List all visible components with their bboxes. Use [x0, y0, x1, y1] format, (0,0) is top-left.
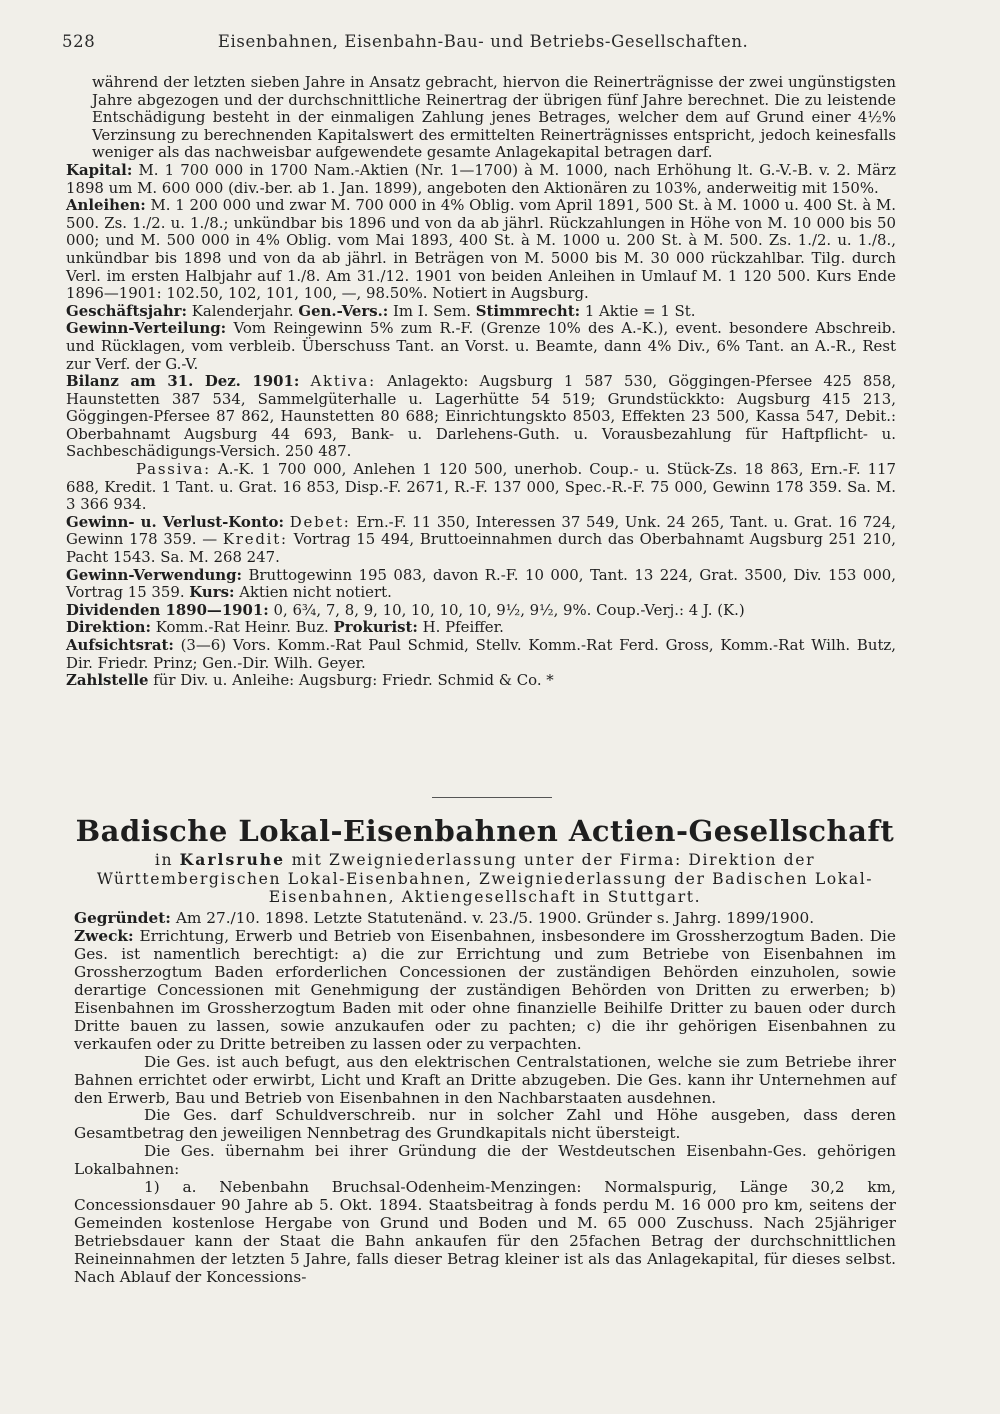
paragraph-schuldverschreib: Die Ges. darf Schuldverschreib. nur in solcher Zahl und Höhe ausgeben, dass deren Gesamtbetrag den jeweiligen Nennbetrag des Grundkapitals nicht übersteigt. — [74, 1106, 896, 1143]
direktion-text: Komm.-Rat Heinr. Buz. — [155, 618, 329, 637]
kapital-label: Kapital: — [66, 160, 133, 179]
gewinnverwendung-text: Bruttogewinn 195 083, davon R.-F. 10 000, Tant. 13 224, Grat. 3500, Div. 153 000, Vortrag 15 359. — [66, 565, 897, 602]
company-subtitle — [70, 851, 900, 907]
entry-zweck — [74, 928, 896, 1054]
genvers-label: Gen.-Vers.: — [298, 301, 389, 320]
geschaeftsjahr-label: Geschäftsjahr: — [66, 301, 187, 320]
bilanz-passiva-text: A.-K. 1 700 000, Anlehen 1 120 500, unerhob. Coup.- u. Stück-Zs. 18 863, Ern.-F. 117 688, Kredit. 1 Tant. u. Grat. 16 853, Disp.-F. 2671, R.-F. 137 000, Spec.-R.-F. 75 000, Gewinn 178 359. Sa. M. 3 366 934. — [66, 460, 896, 514]
subtitle-text: mit Zweigniederlassung unter der Firma: Direktion der Württembergischen Lokal-Eisenbahnen, Zweigniederlassung der Badischen Lokal-Eisenbahnen, Aktiengesellschaft in Stuttgart. — [96, 851, 874, 906]
gewinnverwendung-label: Gewinn-Verwendung: — [66, 565, 243, 584]
aufsichtsrat-label: Aufsichtsrat: — [66, 636, 174, 654]
guv-label: Gewinn- u. Verlust-Konto: — [66, 512, 284, 531]
guv-kredit-label: Kredit: — [222, 530, 288, 549]
guv-debet-label: Debet: — [289, 512, 351, 531]
running-title: Eisenbahnen, Eisenbahn-Bau- und Betriebs-Gesellschaften. — [217, 32, 749, 51]
bilanz-aktiva-label: Aktiva: — [310, 372, 376, 391]
entry-gegruendet — [74, 910, 896, 928]
gewinnverteilung-label: Gewinn-Verteilung: — [66, 319, 227, 338]
bilanz-aktiva-text: Anlagekto: Augsburg 1 587 530, Göggingen-Pfersee 425 858, Haunstetten 387 534, Sammelgüterhalle u. Lagerhütte 54 519; Grundstückkto: Augsburg 415 213, Göggingen-Pfersee 87 862, Haunstetten 80 688; Einrichtungskto 8503, Effekten 23 500, Kassa 547, Debit.: Oberbahnamt Augsburg 44 693, Bank- u. Darlehens-Guth. u. Vorausbezahlung für Haftpflicht- u. Sachbeschädigungs-Versich. 250 487. — [66, 372, 897, 461]
dividenden-text: 0, 6¾, 7, 8, 9, 10, 10, 10, 10, 9½, 9½, 9%. Coup.-Verj.: 4 J. (K.) — [273, 600, 745, 619]
gegruendet-label: Gegründet: — [74, 909, 171, 927]
guv-debet-text: Ern.-F. 11 350, Interessen 37 549, Unk. 24 265, Tant. u. Grat. 16 724, Gewinn 178 359. — — [66, 512, 896, 549]
kurs-label: Kurs: — [189, 583, 235, 602]
bilanz-passiva-label: Passiva: — [136, 460, 211, 479]
dividenden-label: Dividenden 1890—1901: — [66, 600, 269, 619]
company-entry-augsburg — [66, 74, 896, 690]
entry-geschaeftsjahr — [66, 303, 896, 321]
prokurist-label: Prokurist: — [333, 618, 418, 637]
page-header — [62, 32, 960, 51]
entry-bilanz — [66, 373, 896, 461]
anleihen-label: Anleihen: — [66, 196, 146, 215]
section-divider — [432, 797, 552, 798]
direktion-label: Direktion: — [66, 618, 151, 637]
anleihen-text: M. 1 200 000 und zwar M. 700 000 in 4% Oblig. vom April 1891, 500 St. à M. 1000 u. 400 St. à M. 500. Zs. 1./2. u. 1./8.; unkündbar bis 1896 und von da ab jährl. Rückzahlungen in Höhe von M. 10 000 bis 50 000; und M. 500 000 in 4% Oblig. vom Mai 1893, 400 St. à M. 1000 u. 200 St. à M. 500. Zs. 1./2. u. 1./8., unkündbar bis 1898 und von da ab jährl. in Beträgen von M. 5000 bis M. 30 000 rückzahlbar. Tilg. durch Verl. im ersten Halbjahr auf 1./8. Am 31./12. 1901 von beiden Anleihen in Umlauf M. 1 120 500. Kurs Ende 1896—1901: 102.50, 102, 101, 100, —, 98.50%. Notiert in Augsburg. — [66, 196, 896, 303]
paragraph-lokalbahnen: Die Ges. übernahm bei ihrer Gründung die der Westdeutschen Eisenbahn-Ges. gehörigen Lokalbahnen: — [74, 1142, 896, 1179]
subtitle-city: Karlsruhe — [179, 850, 286, 869]
prokurist-text: H. Pfeiffer. — [422, 618, 504, 637]
intro-paragraph: während der letzten sieben Jahre in Ansatz gebracht, hiervon die Reinerträgnisse der zwei ungünstigsten Jahre abgezogen und der durchschnittliche Reinertrag der übrigen fünf Jahre berechnet. Die zu leistende Entschädigung besteht in der einmaligen Zahlung jenes Betrages, welcher dem auf Grund einer 4½% Verzinsung zu berechnenden Kapitalswert des ermittelten Reinerträgnisses entspricht, jedoch keinesfalls weniger als das nachweisbar aufgewendete gesamte Anlagekapital betragen darf. — [92, 73, 896, 162]
company-title: Badische Lokal-Eisenbahnen Actien-Gesellschaft — [75, 814, 895, 848]
aufsichtsrat-text: (3—6) Vors. Komm.-Rat Paul Schmid, Stellv. Komm.-Rat Ferd. Gross, Komm.-Rat Wilh. Butz, Dir. Friedr. Prinz; Gen.-Dir. Wilh. Geyer. — [66, 636, 896, 672]
zweck-label: Zweck: — [74, 926, 134, 945]
gegruendet-text: Am 27./10. 1898. Letzte Statutenänd. v. 23./5. 1900. Gründer s. Jahrg. 1899/1900. — [175, 909, 815, 927]
page-number: 528 — [62, 32, 96, 51]
entry-direktion — [66, 619, 896, 637]
entry-guv — [66, 514, 896, 567]
paragraph-befugt: Die Ges. ist auch befugt, aus den elektrischen Centralstationen, welche sie zum Betriebe ihrer Bahnen errichtet oder erwirbt, Licht und Kraft an Dritte abzugeben. Die Ges. kann ihr Unternehmen auf den Erwerb, Bau und Betrieb von Eisenbahnen in den Nachbarstaaten ausdehnen. — [74, 1052, 896, 1107]
company-entry-baden — [74, 910, 896, 1287]
entry-gewinnverwendung — [66, 567, 896, 602]
entry-dividenden — [66, 602, 896, 620]
stimmrecht-text: 1 Aktie = 1 St. — [584, 301, 696, 320]
kurs-text: Aktien nicht notiert. — [239, 583, 392, 602]
kapital-text: M. 1 700 000 in 1700 Nam.-Aktien (Nr. 1—1700) à M. 1000, nach Erhöhung lt. G.-V.-B. v. 2. März 1898 um M. 600 000 (div.-ber. ab 1. Jan. 1899), angeboten den Aktionären zu 103%, anderweitig mit 150%. — [66, 160, 897, 197]
zweck-text: Errichtung, Erwerb und Betrieb von Eisenbahnen, insbesondere im Grossherzogtum Baden. Die Ges. ist namentlich berechtigt: a) die zur Errichtung und zum Betriebe von Eisenbahnen im Grossherzogtum Baden erforderlichen Concessionen der zuständigen Behörden einzuholen, sowie derartige Concessionen mit Genehmigung der zuständigen Behörden von Dritten zu erwerben; b) Eisenbahnen im Grossherzogtum Baden mit oder ohne finanzielle Beihilfe Dritter zu bauen oder durch Dritte bauen zu lassen, sowie anzukaufen oder zu pachten; c) die ihr gehörigen Eisenbahnen zu verkaufen oder zu Dritte betreiben zu lassen oder zu verpachten. — [74, 926, 896, 1053]
entry-bilanz-passiva — [66, 461, 896, 514]
entry-aufsichtsrat — [66, 637, 896, 672]
geschaeftsjahr-text: Kalenderjahr. — [191, 301, 294, 320]
subtitle-prefix: in — [154, 851, 174, 869]
entry-gewinnverteilung — [66, 320, 896, 373]
stimmrecht-label: Stimmrecht: — [475, 301, 581, 320]
zahlstelle-label: Zahlstelle — [66, 671, 149, 690]
gewinnverteilung-text: Vom Reingewinn 5% zum R.-F. (Grenze 10% des A.-K.), event. besondere Abschreib. und Rücklagen, vom verbleib. Überschuss Tant. an Vorst. u. Beamte, dann 4% Div., 6% Tant. an A.-R., Rest zur Verf. der G.-V. — [66, 319, 896, 373]
list-item-bruchsal: 1) a. Nebenbahn Bruchsal-Odenheim-Menzingen: Normalspurig, Länge 30,2 km, Concessionsdauer 90 Jahre ab 5. Okt. 1894. Staatsbeitrag à fonds perdu M. 16 000 pro km, seitens der Gemeinden kostenlose Hergabe von Grund und Boden und M. 65 000 Zuschuss. Nach 25jähriger Betriebsdauer kann der Staat die Bahn ankaufen für den 25fachen Betrag der durchschnittlichen Reineinnahmen der letzten 5 Jahre, falls dieser Betrag kleiner ist als das Anlagekapital, für dieses selbst. Nach Ablauf der Koncessions- — [74, 1178, 896, 1287]
genvers-text: Im I. Sem. — [393, 301, 471, 320]
zahlstelle-text: für Div. u. Anleihe: Augsburg: Friedr. Schmid & Co. * — [153, 671, 554, 690]
entry-zahlstelle — [66, 672, 896, 690]
entry-anleihen — [66, 197, 896, 303]
bilanz-label: Bilanz am 31. Dez. 1901: — [66, 372, 300, 391]
guv-kredit-text: Vortrag 15 494, Bruttoeinnahmen durch das Oberbahnamt Augsburg 251 210, Pacht 1543. Sa. M. 268 247. — [66, 530, 897, 567]
entry-kapital — [66, 162, 896, 197]
